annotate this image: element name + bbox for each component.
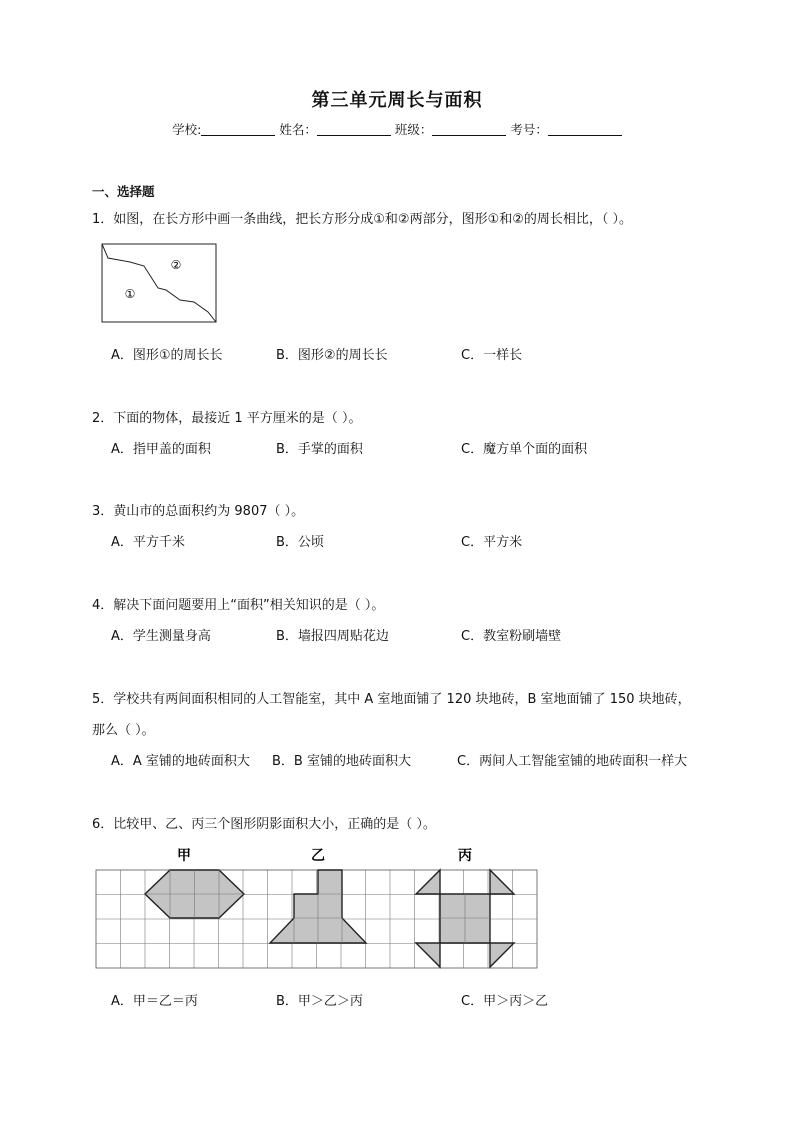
question-3-text: 3．黄山市的总面积约为 9807（ ）。 <box>92 504 305 519</box>
q3-option-c[interactable]: C．平方米 <box>461 535 523 550</box>
q1-option-c[interactable]: C．一样长 <box>461 348 523 363</box>
q2-option-b[interactable]: B．手掌的面积 <box>276 442 363 457</box>
question-4-text: 4．解决下面问题要用上“面积”相关知识的是（ ）。 <box>92 598 385 613</box>
q6-option-b[interactable]: B．甲＞乙＞丙 <box>276 994 363 1009</box>
figure-label-bing: 丙 <box>458 848 472 864</box>
question-6-figure <box>90 840 550 972</box>
region-2-label: ② <box>170 258 182 272</box>
q4-option-a[interactable]: A．学生测量身高 <box>111 629 211 644</box>
question-1-text: 1．如图，在长方形中画一条曲线，把长方形分成①和②两部分，图形①和②的周长相比，（ ）。 <box>92 212 633 227</box>
figure-label-yi: 乙 <box>311 848 325 864</box>
question-6-text: 6．比较甲、乙、丙三个图形阴影面积大小，正确的是（ ）。 <box>92 817 436 832</box>
class-blank[interactable] <box>432 122 506 136</box>
rectangle-outline <box>102 244 216 322</box>
q2-option-c[interactable]: C．魔方单个面的面积 <box>461 442 588 457</box>
shape-bing-triangle-br <box>490 943 514 967</box>
q4-option-b[interactable]: B．墙报四周贴花边 <box>276 629 389 644</box>
question-2-text: 2．下面的物体，最接近 1 平方厘米的是（ ）。 <box>92 411 362 426</box>
exam-number-label: 考号： <box>510 122 548 137</box>
class-label: 班级： <box>394 122 433 137</box>
q5-option-b[interactable]: B．B 室铺的地砖面积大 <box>272 754 411 769</box>
q6-option-a[interactable]: A．甲＝乙＝丙 <box>111 994 198 1009</box>
shape-bing-triangle-bl <box>416 943 440 967</box>
q2-option-a[interactable]: A．指甲盖的面积 <box>111 442 211 457</box>
dividing-curve <box>102 244 216 322</box>
q3-option-a[interactable]: A．平方千米 <box>111 535 185 550</box>
shape-bing-triangle-tr <box>490 870 514 894</box>
q4-option-c[interactable]: C．教室粉刷墙壁 <box>461 629 562 644</box>
q1-option-a[interactable]: A．图形①的周长长 <box>111 348 223 363</box>
question-5-text-line-2: 那么（ ）。 <box>92 723 155 738</box>
student-info-line <box>0 120 794 138</box>
section-heading: 一、选择题 <box>92 184 155 199</box>
school-blank[interactable] <box>201 122 275 136</box>
exam-number-blank[interactable] <box>548 122 622 136</box>
question-1-figure <box>100 242 220 324</box>
q6-option-c[interactable]: C．甲＞丙＞乙 <box>461 994 549 1009</box>
figure-label-jia: 甲 <box>177 848 191 864</box>
region-1-label: ① <box>124 287 136 301</box>
page-title: 第三单元周长与面积 <box>311 90 483 111</box>
name-label: 姓名： <box>279 122 317 137</box>
q5-option-c[interactable]: C．两间人工智能室铺的地砖面积一样大 <box>457 754 688 769</box>
q1-option-b[interactable]: B．图形②的周长长 <box>276 348 388 363</box>
q5-option-a[interactable]: A．A 室铺的地砖面积大 <box>111 754 250 769</box>
shape-bing-triangle-tl <box>416 870 440 894</box>
q3-option-b[interactable]: B．公顷 <box>276 535 324 550</box>
name-blank[interactable] <box>317 122 391 136</box>
question-5-text-line-1: 5．学校共有两间面积相同的人工智能室，其中 A 室地面铺了 120 块地砖，B 室地面铺了 150 块地砖， <box>92 692 691 707</box>
school-label: 学校: <box>172 122 202 137</box>
